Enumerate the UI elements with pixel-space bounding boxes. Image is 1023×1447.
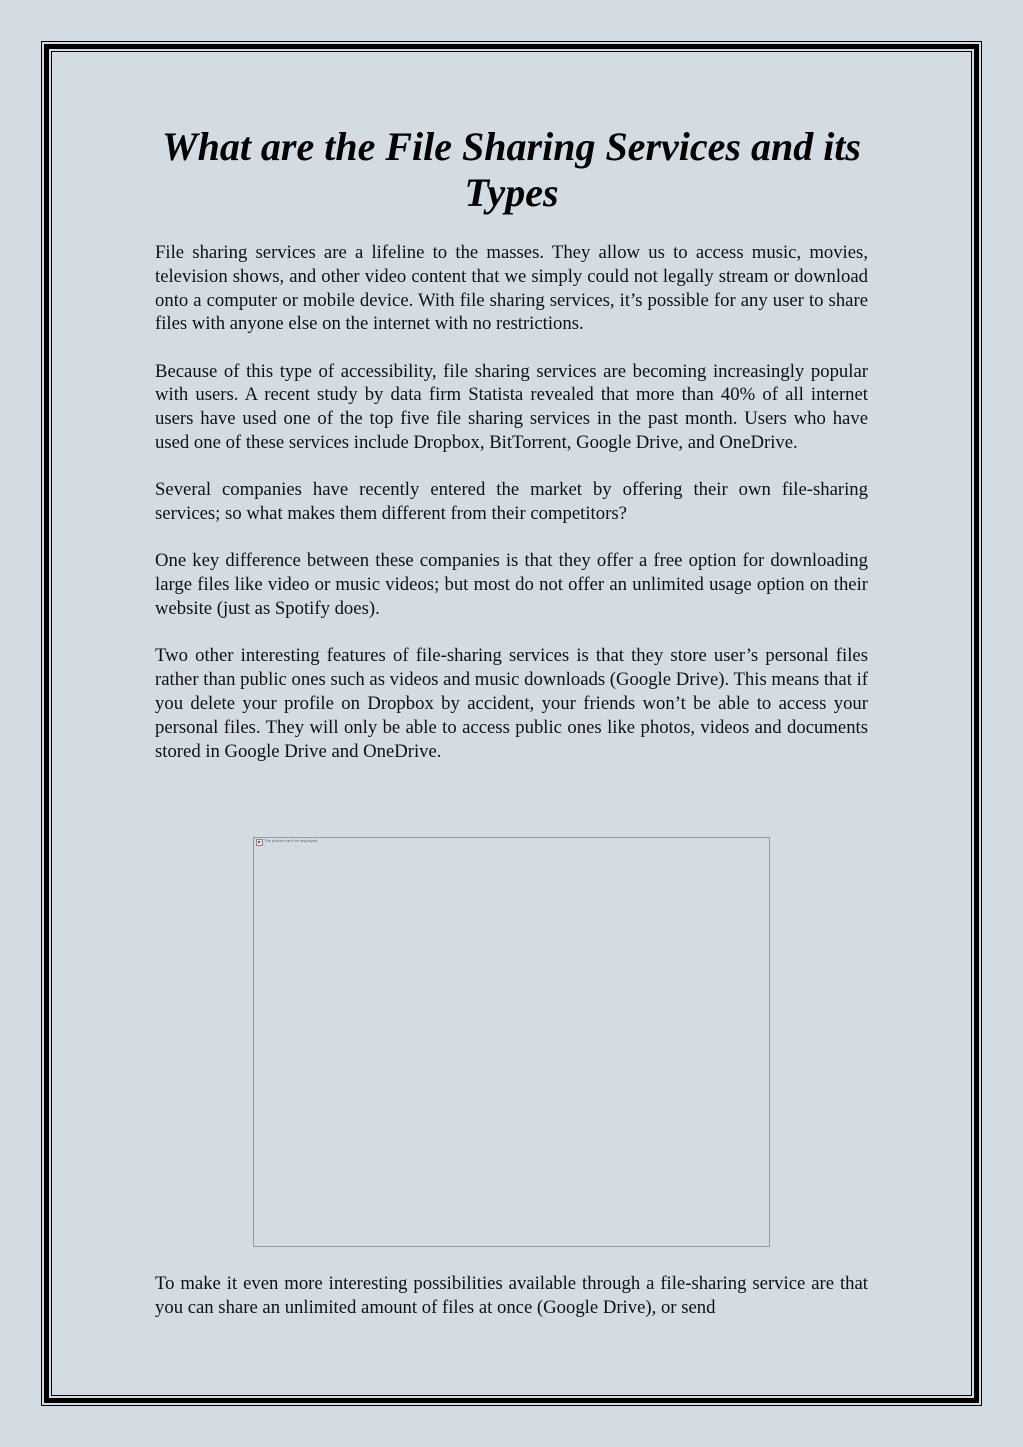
paragraph-features: Two other interesting features of file-sharing services is that they store user’s personal files rather than public ones such as videos and music downloads (Google Drive). This means that if you delete your profile on Dropbox by accident, your friends won’t be able to access your personal files. They will only be able to access public ones like photos, videos and documents stored in Google Drive and OneDrive.: [155, 645, 868, 762]
image-placeholder: [253, 837, 770, 1247]
paragraph-popularity: Because of this type of accessibility, file sharing services are becoming increasingly popular with users. A recent study by data firm Statista revealed that more than 40% of all internet users have used one of the top five file sharing services in the past month. Users who have used one of these services include Dropbox, BitTorrent, Google Drive, and OneDrive.: [155, 360, 868, 454]
paragraph-new-companies: Several companies have recently entered the market by offering their own file-sharing services; so what makes them different from their competitors?: [155, 479, 868, 525]
document-title: What are the File Sharing Services and its Types: [162, 124, 861, 215]
document-body-continued: [155, 1272, 868, 1343]
document-body: [155, 124, 868, 787]
paragraph-key-difference: One key difference between these companies is that they offer a free option for downloading large files like video or music videos; but most do not offer an unlimited usage option on their website (just as Spotify does).: [155, 550, 868, 620]
image-alt-text: The picture can't be displayed.: [264, 838, 319, 843]
paragraph-closing: To make it even more interesting possibilities available through a file-sharing service are that you can share an unlimited amount of files at once (Google Drive), or send: [155, 1273, 868, 1318]
broken-image-icon: [256, 839, 263, 846]
paragraph-intro: File sharing services are a lifeline to the masses. They allow us to access music, movies, television shows, and other video content that we simply could not legally stream or download onto a computer or mobile device. With file sharing services, it’s possible for any user to share files with anyone else on the internet with no restrictions.: [155, 242, 868, 335]
